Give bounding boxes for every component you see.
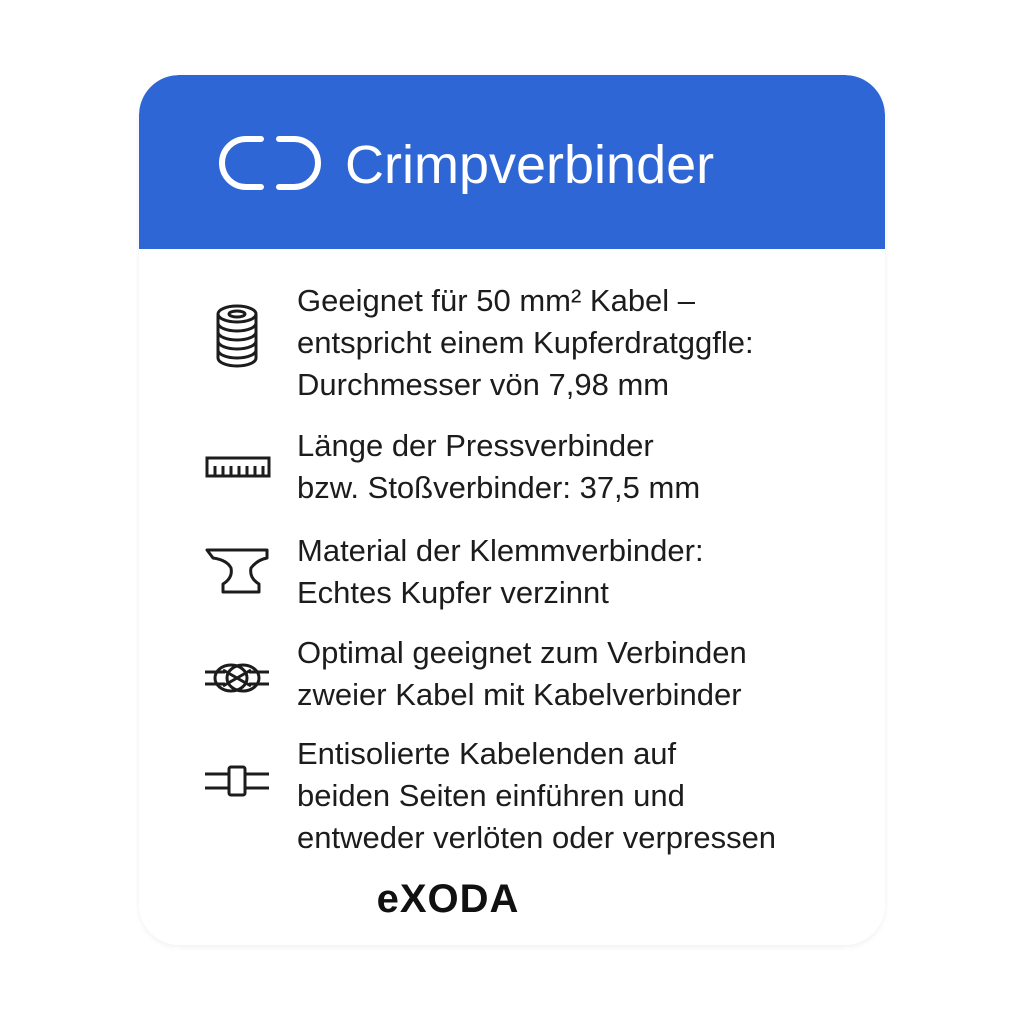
brand-logo: eXODA (376, 877, 520, 921)
feature-text: Geeignet für 50 mm² Kabel – entspricht einem Kupferdratggfle: Durchmesser vön 7,98 mm (297, 283, 754, 402)
ruler-icon (201, 430, 273, 502)
feature-text: Optimal geeignet zum Verbinden zweier Kabel mit Kabelverbinder (297, 635, 747, 712)
wire-coil-icon (201, 302, 273, 374)
page-title: Crimpverbinder (345, 135, 715, 195)
card-header (139, 75, 885, 249)
feature-text: Länge der Pressverbinder bzw. Stoßverbinder: 37,5 mm (297, 428, 701, 505)
cable-connector-icon (201, 745, 273, 817)
anvil-icon (201, 536, 273, 608)
crimp-connector-icon (217, 134, 323, 192)
feature-text: Material der Klemmverbinder: Echtes Kupfer verzinnt (297, 533, 704, 610)
feature-text: Entisolierte Kabelenden auf beiden Seiten einführen und entweder verlöten oder verpressen (297, 736, 777, 855)
knot-icon (201, 642, 273, 714)
product-card (139, 75, 885, 945)
